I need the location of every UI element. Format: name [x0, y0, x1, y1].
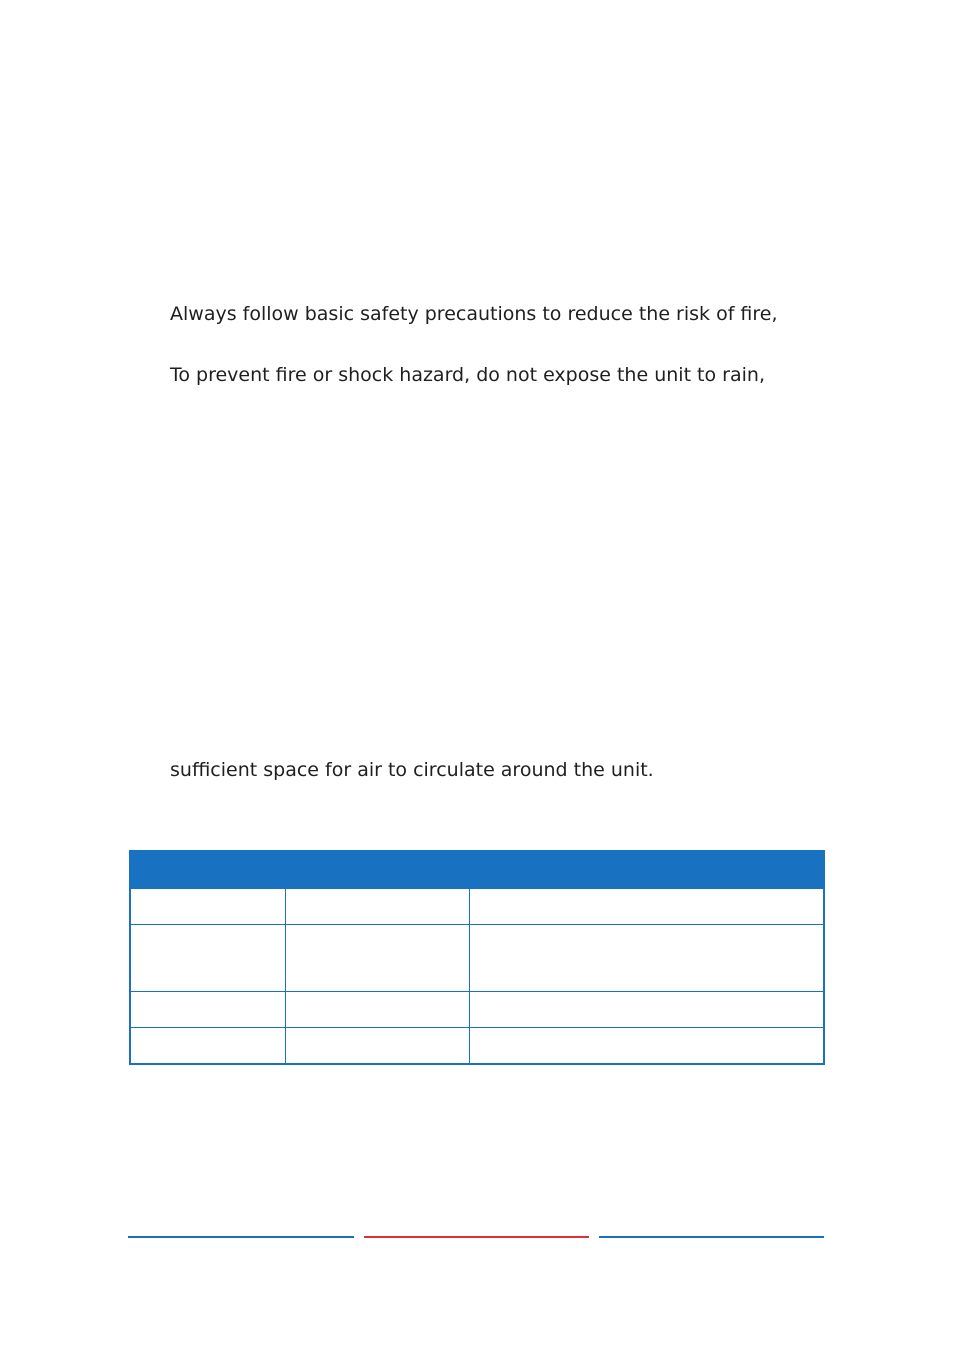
table-header-row	[130, 850, 824, 889]
table-cell	[130, 925, 285, 992]
safety-precautions-text: Always follow basic safety precautions to reduce the risk of fire,	[170, 303, 778, 325]
footer-divider-left	[128, 1236, 354, 1238]
table-cell	[469, 889, 824, 925]
table-cell	[285, 889, 469, 925]
footer-divider-right	[599, 1236, 824, 1238]
table-cell	[130, 889, 285, 925]
table-cell	[469, 992, 824, 1028]
table-header-cell	[130, 850, 824, 889]
table-row	[130, 925, 824, 992]
ventilation-text: sufficient space for air to circulate around the unit.	[170, 759, 654, 781]
table-cell	[285, 1028, 469, 1065]
table-cell	[469, 925, 824, 992]
spec-table	[129, 850, 825, 1065]
rain-warning-text: To prevent fire or shock hazard, do not expose the unit to rain,	[170, 364, 765, 386]
table-cell	[130, 992, 285, 1028]
table-row	[130, 1028, 824, 1065]
table-row	[130, 889, 824, 925]
table-cell	[285, 925, 469, 992]
table-row	[130, 992, 824, 1028]
footer-divider-center	[364, 1236, 589, 1238]
table-cell	[130, 1028, 285, 1065]
table-cell	[469, 1028, 824, 1065]
table-cell	[285, 992, 469, 1028]
